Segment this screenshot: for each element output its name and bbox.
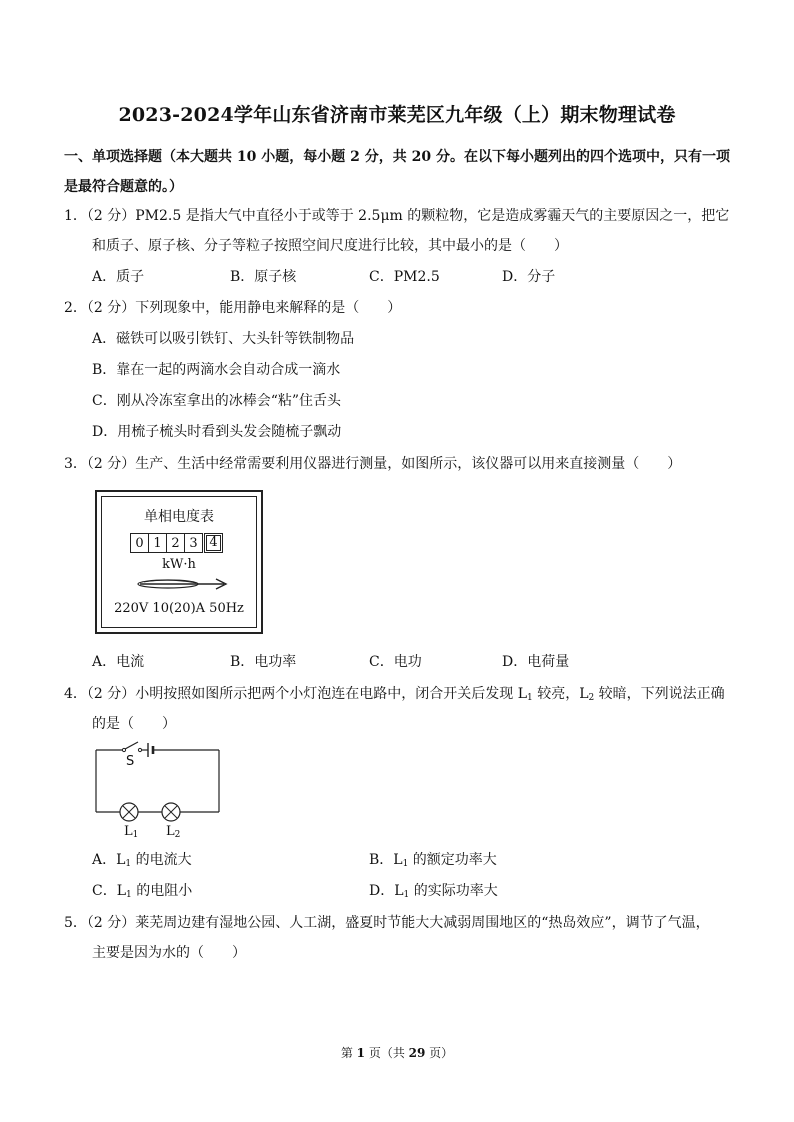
question-2-option-c: C．刚从冷冻室拿出的冰棒会“粘”住舌头 bbox=[92, 393, 342, 409]
meter-digit: 3 bbox=[184, 533, 203, 553]
question-4-line1: 4．（2 分）小明按照如图所示把两个小灯泡连在电路中，闭合开关后发现 $L_1$ 较亮，$L_2$ 较暗，下列说法正确 bbox=[64, 686, 725, 703]
page-footer: 第 1 页（共 29 页） bbox=[340, 1046, 454, 1060]
question-1-line2: 和质子、原子核、分子等粒子按照空间尺度进行比较，其中最小的是（ ） bbox=[92, 238, 568, 254]
question-1-option-b: B．原子核 bbox=[230, 269, 297, 285]
circuit-wiring bbox=[94, 738, 224, 848]
section-heading-line2: 是最符合题意的。） bbox=[64, 179, 183, 195]
question-1-option-c: C．PM2.5 bbox=[369, 269, 440, 285]
question-1-line1: 1．（2 分）PM2.5 是指大气中直径小于或等于 2.5μm 的颗粒物，它是造成雾霾天气的主要原因之一，把它 bbox=[64, 208, 730, 224]
question-4-option-d: D．$L_1$ 的实际功率大 bbox=[369, 883, 498, 900]
question-4-option-b: B．$L_1$ 的额定功率大 bbox=[369, 852, 497, 869]
lamp-2-label: $L_2$ bbox=[166, 824, 181, 840]
question-2-option-b: B．靠在一起的两滴水会自动合成一滴水 bbox=[92, 362, 341, 378]
meter-digit: 1 bbox=[148, 533, 167, 553]
question-2-option-a: A．磁铁可以吸引铁钉、大头针等铁制物品 bbox=[92, 331, 355, 347]
meter-digit-decimal: 4 bbox=[204, 533, 223, 553]
meter-rotating-disk-arrow-icon bbox=[130, 575, 234, 593]
circuit-diagram bbox=[94, 738, 224, 852]
question-4-option-c: C．$L_1$ 的电阻小 bbox=[92, 883, 193, 900]
question-3-line1: 3．（2 分）生产、生活中经常需要利用仪器进行测量，如图所示，该仪器可以用来直接测量（ ） bbox=[64, 456, 682, 472]
question-3-option-a: A．电流 bbox=[92, 654, 145, 670]
question-3-option-b: B．电功率 bbox=[230, 654, 297, 670]
switch-label: S bbox=[126, 754, 135, 769]
meter-title: 单相电度表 bbox=[144, 509, 214, 525]
question-5-line1: 5．（2 分）莱芜周边建有湿地公园、人工湖，盛夏时节能大大减弱周围地区的“热岛效应”，调节了气温， bbox=[64, 915, 710, 931]
question-3-option-d: D．电荷量 bbox=[502, 654, 570, 670]
exam-title: 2023-2024学年山东省济南市莱芜区九年级（上）期末物理试卷 bbox=[118, 104, 676, 126]
question-1-option-d: D．分子 bbox=[502, 269, 556, 285]
meter-digit: 0 bbox=[130, 533, 149, 553]
section-heading-line1: 一、单项选择题（本大题共 10 小题，每小题 2 分，共 20 分。在以下每小题列出的四个选项中，只有一项 bbox=[64, 149, 730, 165]
meter-unit: kW·h bbox=[162, 557, 196, 572]
meter-spec: 220V 10(20)A 50Hz bbox=[114, 601, 244, 616]
question-1-option-a: A．质子 bbox=[92, 269, 145, 285]
question-3-option-c: C．电功 bbox=[369, 654, 422, 670]
question-4-option-a: A．$L_1$ 的电流大 bbox=[92, 852, 192, 869]
question-4-line2: 的是（ ） bbox=[92, 716, 176, 732]
meter-digits bbox=[130, 533, 222, 553]
question-2-option-d: D．用梳子梳头时看到头发会随梳子飘动 bbox=[92, 424, 342, 440]
meter-inner-frame bbox=[101, 496, 257, 628]
question-5-line2: 主要是因为水的（ ） bbox=[92, 945, 246, 961]
question-2-line1: 2．（2 分）下列现象中，能用静电来解释的是（ ） bbox=[64, 300, 402, 316]
lamp-1-label: $L_1$ bbox=[124, 824, 139, 840]
electric-meter-figure bbox=[95, 490, 263, 634]
meter-digit: 2 bbox=[166, 533, 185, 553]
